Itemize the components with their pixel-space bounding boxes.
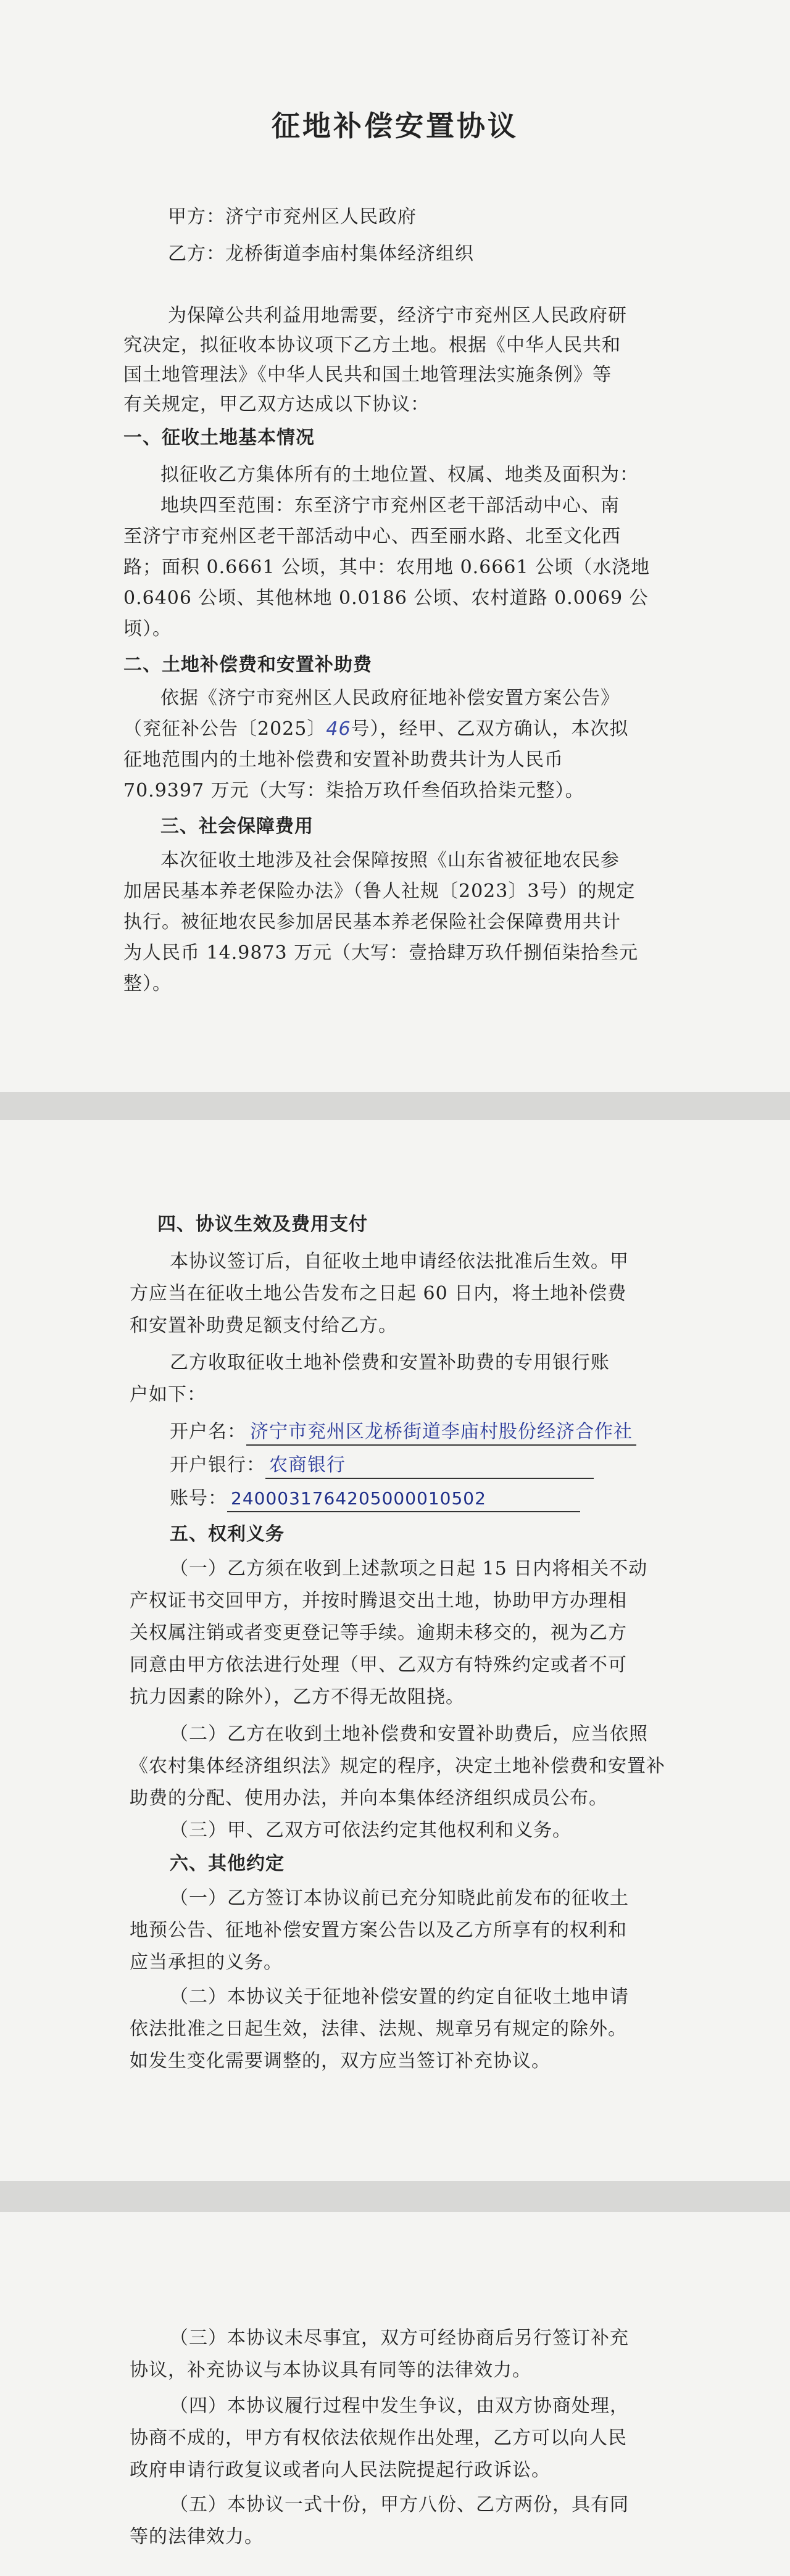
section-line: （三）甲、乙双方可依法约定其他权利和义务。 bbox=[170, 1820, 572, 1841]
bank-label: 开户银行： bbox=[170, 1454, 265, 1476]
account-number-value: 24000317642050000105​02 bbox=[227, 1486, 580, 1512]
section-line: 征地范围内的土地补偿费和安置补助费共计为人民币 bbox=[123, 749, 563, 771]
section-line: 方应当在征收土地公告发布之日起 60 日内，将土地补偿费 bbox=[130, 1283, 627, 1304]
section-line: 执行。被征地农民参加居民基本养老保险社会保障费用共计 bbox=[123, 911, 621, 933]
document-page-3 bbox=[0, 2212, 790, 2576]
section-heading: 四、协议生效及费用支付 bbox=[157, 1214, 368, 1235]
account-number-label: 账号： bbox=[170, 1488, 227, 1509]
section-line: （五）本协议一式十份，甲方八份、乙方两份，具有同 bbox=[170, 2494, 629, 2516]
section-line: 为人民币 14.9873 万元（大写：壹拾肆万玖仟捌佰柒拾叁元 bbox=[123, 942, 639, 964]
section-line: 地块四至范围：东至济宁市兖州区老干部活动中心、南 bbox=[160, 495, 620, 516]
document-page-2 bbox=[0, 1120, 790, 2181]
section-line: （四）本协议履行过程中发生争议，由双方协商处理， bbox=[170, 2395, 629, 2417]
section-line: 抗力因素的除外），乙方不得无故阻挠。 bbox=[130, 1686, 465, 1708]
bank-value: 农商银行 bbox=[265, 1453, 594, 1479]
account-name-label: 开户名： bbox=[170, 1421, 246, 1443]
section-line: 70.9397 万元（大写：柒拾万玖仟叁佰玖拾柒元整）。 bbox=[123, 780, 584, 801]
account-number-row bbox=[170, 1486, 580, 1512]
section-line: 路；面积 0.6661 公顷，其中：农用地 0.6661 公顷（水浇地 bbox=[123, 557, 651, 578]
section-line: 同意由甲方依法进行处理（甲、乙双方有特殊约定或者不可 bbox=[130, 1654, 627, 1676]
section-line: 本协议签订后，自征收土地申请经依法批准后生效。甲 bbox=[170, 1251, 629, 1272]
section-line: 顷）。 bbox=[123, 618, 172, 640]
section-line: 依法批准之日起生效，法律、法规、规章另有规定的除外。 bbox=[130, 2018, 627, 2040]
section-line: 加居民基本养老保险办法》（鲁人社规〔2023〕3号）的规定 bbox=[123, 880, 636, 902]
account-name-value: 济宁市兖州区龙桥街道李庙村股份经济合作社 bbox=[246, 1420, 636, 1446]
section-line bbox=[123, 717, 629, 742]
section-line: 地预公告、征地补偿安置方案公告以及乙方所享有的权利和 bbox=[130, 1920, 627, 1941]
section-line: 至济宁市兖州区老干部活动中心、西至丽水路、北至文化西 bbox=[123, 526, 621, 547]
section-heading: 一、征收土地基本情况 bbox=[123, 427, 315, 449]
section-heading: 三、社会保障费用 bbox=[160, 816, 314, 837]
section-line: 乙方收取征收土地补偿费和安置补助费的专用银行账 bbox=[170, 1352, 610, 1373]
document-title: 征地补偿安置协议 bbox=[272, 109, 518, 143]
section-text: （兖征补公告〔2025〕 bbox=[123, 718, 326, 740]
section-line: 户如下： bbox=[130, 1384, 206, 1406]
section-line: 如发生变化需要调整的，双方应当签订补充协议。 bbox=[130, 2050, 551, 2072]
section-line: 和安置补助费足额支付给乙方。 bbox=[130, 1315, 397, 1336]
section-line: 关权属注销或者变更登记等手续。逾期未移交的，视为乙方 bbox=[130, 1622, 627, 1644]
section-line: 应当承担的义务。 bbox=[130, 1952, 283, 1973]
section-line: 产权证书交回甲方，并按时腾退交出土地，协助甲方办理相 bbox=[130, 1590, 627, 1612]
section-line: 助费的分配、使用办法，并向本集体经济组织成员公布。 bbox=[130, 1787, 608, 1809]
section-line: （二）乙方在收到土地补偿费和安置补助费后，应当依照 bbox=[170, 1723, 648, 1745]
handwritten-number: 46 bbox=[326, 718, 351, 740]
account-name-row bbox=[170, 1420, 636, 1446]
bank-row bbox=[170, 1453, 594, 1479]
section-heading: 五、权利义务 bbox=[170, 1523, 285, 1545]
section-line: 整）。 bbox=[123, 973, 172, 995]
section-line: （一）乙方须在收到上述款项之日起 15 日内将相关不动 bbox=[170, 1558, 648, 1580]
section-line: （一）乙方签订本协议前已充分知晓此前发布的征收土 bbox=[170, 1887, 629, 1909]
intro-line: 有关规定，甲乙双方达成以下协议： bbox=[123, 394, 430, 415]
party-b: 乙方：龙桥街道李庙村集体经济组织 bbox=[168, 243, 474, 265]
section-line: 等的法律效力。 bbox=[130, 2526, 264, 2548]
document-page-1 bbox=[0, 0, 790, 1092]
section-text: 号），经甲、乙双方确认，本次拟 bbox=[351, 718, 629, 740]
section-heading: 二、土地补偿费和安置补助费 bbox=[123, 654, 372, 676]
intro-line: 为保障公共利益用地需要，经济宁市兖州区人民政府研 bbox=[168, 305, 627, 326]
section-line: 《农村集体经济组织法》规定的程序，决定土地补偿费和安置补 bbox=[130, 1755, 665, 1777]
intro-line: 究决定，拟征收本协议项下乙方土地。根据《中华人民共和 bbox=[123, 334, 621, 356]
party-a: 甲方：济宁市兖州区人民政府 bbox=[168, 206, 417, 228]
section-heading: 六、其他约定 bbox=[170, 1853, 285, 1874]
section-line: 政府申请行政复议或者向人民法院提起行政诉讼。 bbox=[130, 2459, 551, 2481]
intro-line: 国土地管理法》《中华人民共和国土地管理法实施条例》等 bbox=[123, 364, 612, 386]
section-line: 协议，补充协议与本协议具有同等的法律效力。 bbox=[130, 2359, 531, 2381]
section-line: 依据《济宁市兖州区人民政府征地补偿安置方案公告》 bbox=[160, 687, 620, 709]
section-line: （二）本协议关于征地补偿安置的约定自征收土地申请 bbox=[170, 1986, 629, 2008]
section-line: 拟征收乙方集体所有的土地位置、权属、地类及面积为： bbox=[160, 464, 639, 486]
section-line: 协商不成的，甲方有权依法依规作出处理，乙方可以向人民 bbox=[130, 2427, 627, 2449]
section-line: 本次征收土地涉及社会保障按照《山东省被征地农民参 bbox=[160, 850, 620, 871]
section-line: 0.6406 公顷、其他林地 0.0186 公顷、农村道路 0.0069 公 bbox=[123, 587, 649, 609]
section-line: （三）本协议未尽事宜，双方可经协商后另行签订补充 bbox=[170, 2327, 629, 2349]
